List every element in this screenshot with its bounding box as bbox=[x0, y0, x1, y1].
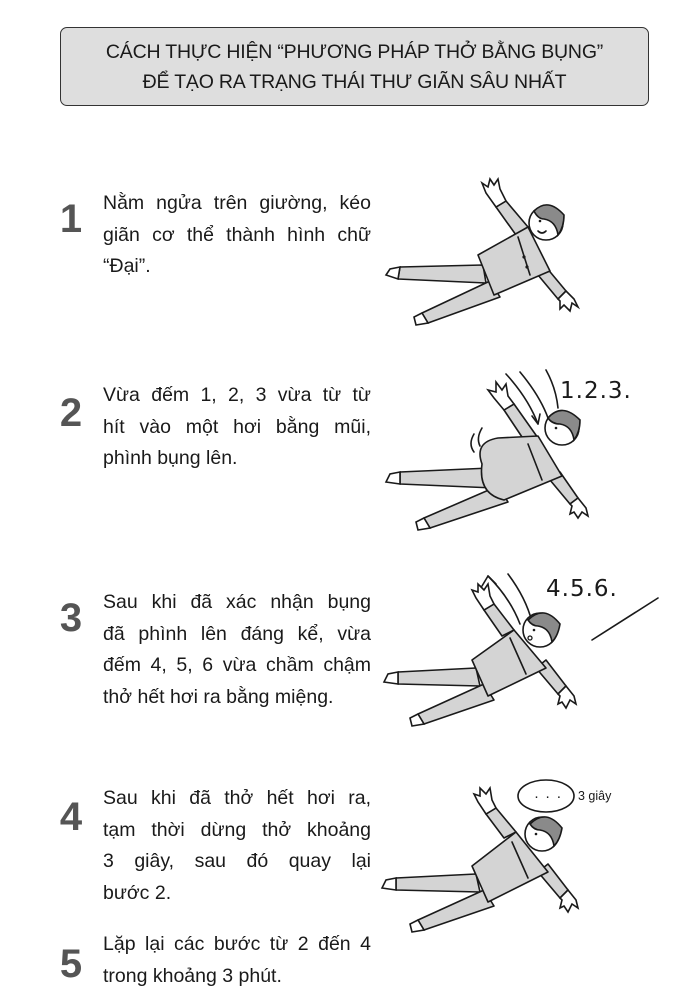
count-annotation: 1.2.3. bbox=[560, 378, 632, 404]
step-text-line: Vừa đếm 1, 2, 3 vừa từ từ bbox=[103, 384, 371, 406]
step-text bbox=[103, 783, 371, 909]
step-text-line: 3 giây, sau đó quay lại bbox=[103, 850, 371, 872]
step-text bbox=[103, 380, 371, 475]
step-number: 4 bbox=[59, 795, 83, 839]
step-text bbox=[103, 929, 371, 992]
person-exhaling-icon bbox=[378, 568, 668, 738]
step-text-line: đếm 4, 5, 6 vừa chầm chậm bbox=[103, 654, 371, 676]
step-text-line: giãn cơ thể thành hình chữ bbox=[103, 223, 371, 246]
step-text-line: Nằm ngửa trên giường, kéo bbox=[103, 192, 371, 214]
step-text-line: trong khoảng 3 phút. bbox=[103, 964, 282, 987]
step-text-line: thở hết hơi ra bằng miệng. bbox=[103, 685, 334, 708]
speech-bubble-dots: · · · bbox=[534, 788, 563, 805]
person-inhaling-icon bbox=[378, 368, 668, 548]
count-annotation: 4.5.6. bbox=[546, 576, 618, 602]
step-number: 5 bbox=[59, 942, 83, 986]
step-text bbox=[103, 587, 371, 713]
seconds-annotation: 3 giây bbox=[578, 789, 612, 803]
step-text-line: Lặp lại các bước từ 2 đến 4 bbox=[103, 933, 371, 955]
title-line-2: ĐỂ TẠO RA TRẠNG THÁI THƯ GIÃN SÂU NHẤT bbox=[142, 71, 567, 93]
step-number: 2 bbox=[59, 391, 83, 435]
title-line-1: CÁCH THỰC HIỆN “PHƯƠNG PHÁP THỞ BẰNG BỤNG” bbox=[105, 41, 604, 63]
step-text-line: bước 2. bbox=[103, 881, 172, 904]
step-text-line: hít vào một hơi bằng mũi, bbox=[103, 415, 371, 438]
person-lying-spread-icon bbox=[378, 175, 608, 335]
title-box bbox=[60, 27, 649, 106]
step-text bbox=[103, 188, 371, 283]
person-holding-breath-icon bbox=[378, 770, 618, 940]
step-number: 1 bbox=[59, 197, 83, 241]
step-number: 3 bbox=[59, 596, 83, 640]
step-text-line: phình bụng lên. bbox=[103, 447, 238, 469]
step-text-line: Sau khi đã thở hết hơi ra, bbox=[103, 787, 371, 809]
step-text-line: “Đại”. bbox=[103, 255, 151, 277]
step-text-line: Sau khi đã xác nhận bụng bbox=[103, 591, 371, 613]
step-text-line: đã phình lên đáng kể, vừa bbox=[103, 622, 371, 645]
step-text-line: tạm thời dừng thở khoảng bbox=[103, 818, 371, 841]
